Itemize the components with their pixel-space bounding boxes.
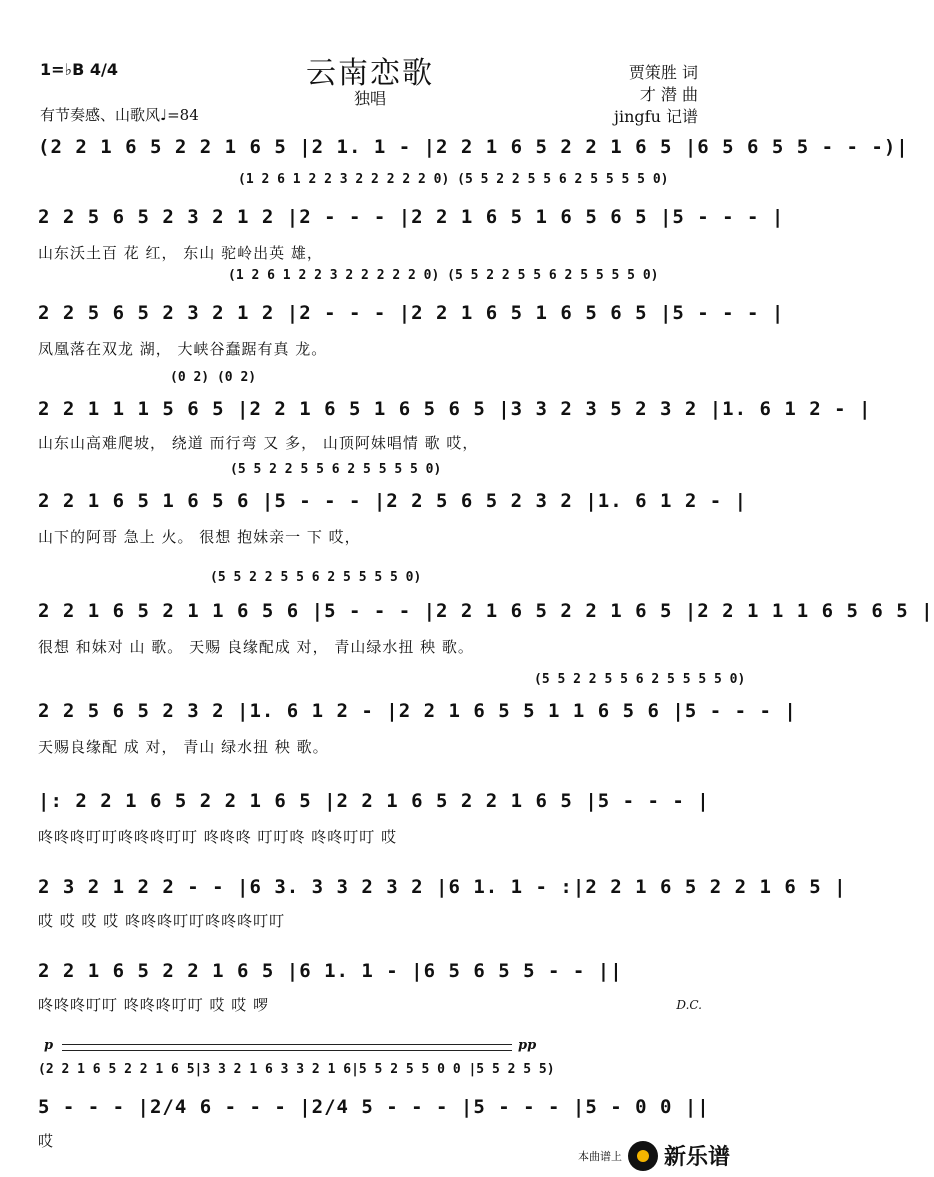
notes-line: 2 2 5 6 5 2 3 2 1 2 |2 - - - |2 2 1 6 5 1 6 5 6 5 |5 - - - | <box>38 206 785 228</box>
lyrics-line: 咚咚咚叮叮 咚咚咚叮叮 哎 哎 啰 <box>38 996 270 1014</box>
dynamic-start: p <box>44 1038 54 1053</box>
accompaniment: (5 5 2 2 5 5 6 2 5 5 5 5 0) <box>230 462 442 477</box>
key-signature: 1=♭B 4/4 <box>40 60 118 79</box>
brand-name: 新乐谱 <box>663 1145 730 1170</box>
lyrics-line: 山下的阿哥 急上 火。 很想 抱妹亲一 下 哎， <box>38 528 361 546</box>
lyrics-line: 哎 哎 哎 哎 咚咚咚叮叮咚咚咚叮叮 <box>38 912 286 930</box>
accompaniment: (2 2 1 6 5 2 2 1 6 5|3 3 2 1 6 3 3 2 1 6|5 5 2 5 5 0 0 |5 5 2 5 5) <box>38 1062 555 1077</box>
notes-line: 2 2 1 6 5 2 1 1 6 5 6 |5 - - - |2 2 1 6 5 2 2 1 6 5 |2 2 1 1 1 6 5 6 5 | <box>38 600 934 622</box>
lyrics-line: 天赐良缘配 成 对， 青山 绿水扭 秧 歌。 <box>38 738 329 756</box>
lyrics-line: 很想 和妹对 山 歌。 天赐 良缘配成 对， 青山绿水扭 秧 歌。 <box>38 638 474 656</box>
da-capo-marking: D.C. <box>676 998 702 1012</box>
song-subtitle: 独唱 <box>353 89 386 108</box>
notes-line: 2 2 1 1 1 5 6 5 |2 2 1 6 5 1 6 5 6 5 |3 3 2 3 5 2 3 2 |1. 6 1 2 - | <box>38 398 872 420</box>
lyrics-line: 山东沃土百 花 红， 东山 驼岭出英 雄， <box>38 244 323 262</box>
brand-prefix: 本曲谱上 <box>577 1149 622 1163</box>
accompaniment: (1 2 6 1 2 2 3 2 2 2 2 2 0) (5 5 2 2 5 5 6 2 5 5 5 5 0) <box>238 172 669 187</box>
dynamic-end: pp <box>518 1038 537 1053</box>
lyrics-line: 咚咚咚叮叮咚咚咚叮叮 咚咚咚 叮叮咚 咚咚叮叮 哎 <box>38 828 398 846</box>
accompaniment: (1 2 6 1 2 2 3 2 2 2 2 2 0) (5 5 2 2 5 5 6 2 5 5 5 5 0) <box>228 268 659 283</box>
transcriber-credit: jingfu 记谱 <box>614 107 698 126</box>
accompaniment: (0 2) (0 2) <box>170 370 257 385</box>
notes-line: 2 2 5 6 5 2 3 2 1 2 |2 - - - |2 2 1 6 5 1 6 5 6 5 |5 - - - | <box>38 302 785 324</box>
lyrics-line: 山东山高难爬坡， 绕道 而行弯 又 多， 山顶阿妹唱情 歌 哎， <box>38 434 479 452</box>
notes-line: 2 3 2 1 2 2 - - |6 3. 3 3 2 3 2 |6 1. 1 - :|2 2 1 6 5 2 2 1 6 5 | <box>38 876 847 898</box>
tempo-marking: 有节奏感、山歌风♩=84 <box>40 106 199 124</box>
footer-brand <box>578 1140 730 1171</box>
notes-line: (2 2 1 6 5 2 2 1 6 5 |2 1. 1 - |2 2 1 6 5 2 2 1 6 5 |6 5 6 5 5 - - -)| <box>38 136 909 158</box>
song-title: 云南恋歌 <box>306 56 434 91</box>
lyrics-line: 凤凰落在双龙 湖， 大峡谷蠢踞有真 龙。 <box>38 340 328 358</box>
notes-line: 2 2 1 6 5 1 6 5 6 |5 - - - |2 2 5 6 5 2 3 2 |1. 6 1 2 - | <box>38 490 748 512</box>
accompaniment: (5 5 2 2 5 5 6 2 5 5 5 5 0) <box>210 570 422 585</box>
lyrics-line: 哎 <box>38 1132 55 1150</box>
diminuendo-line-bottom <box>62 1050 512 1051</box>
brand-logo-icon <box>628 1141 658 1171</box>
notes-line: 2 2 1 6 5 2 2 1 6 5 |6 1. 1 - |6 5 6 5 5 - - || <box>38 960 623 982</box>
lyricist-credit: 贾策胜 词 <box>628 63 698 82</box>
composer-credit: 才 潜 曲 <box>639 85 698 104</box>
notes-line: 2 2 5 6 5 2 3 2 |1. 6 1 2 - |2 2 1 6 5 5 1 1 6 5 6 |5 - - - | <box>38 700 797 722</box>
accompaniment: (5 5 2 2 5 5 6 2 5 5 5 5 0) <box>534 672 746 687</box>
notes-line: |: 2 2 1 6 5 2 2 1 6 5 |2 2 1 6 5 2 2 1 6 5 |5 - - - | <box>38 790 710 812</box>
diminuendo-line-top <box>62 1044 512 1045</box>
notes-line: 5 - - - |2/4 6 - - - |2/4 5 - - - |5 - - - |5 - 0 0 || <box>38 1096 710 1118</box>
